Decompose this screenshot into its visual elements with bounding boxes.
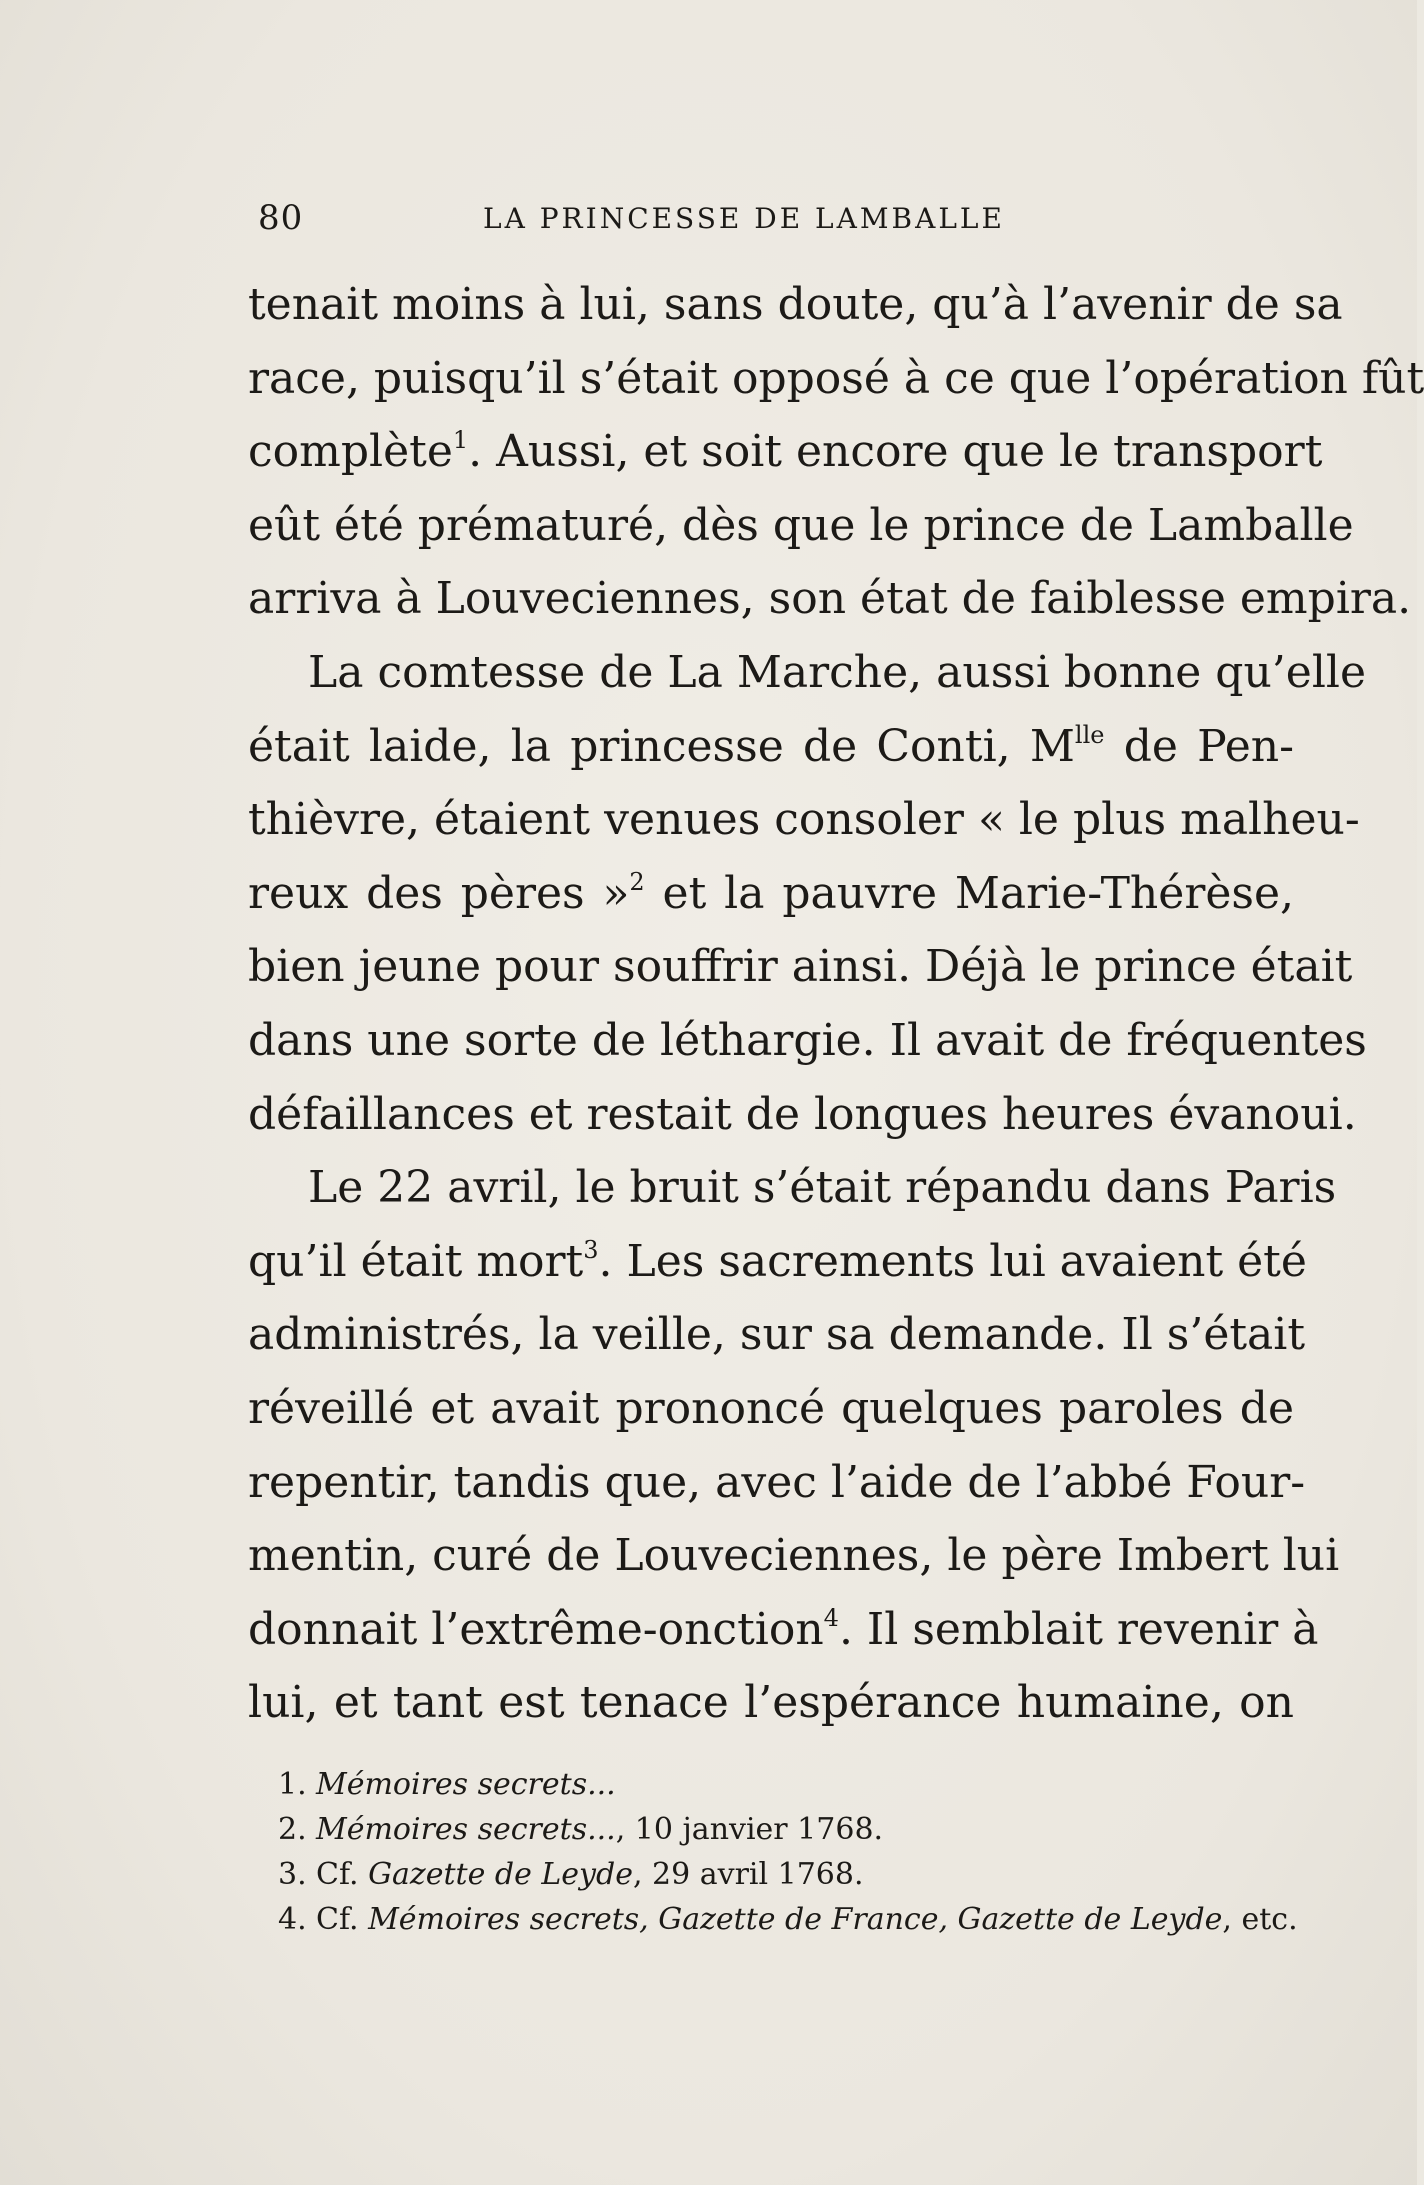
footnote-number: 1.: [278, 1767, 307, 1802]
text-segment: qu’il était mort: [248, 1235, 584, 1287]
text-line: bien jeune pour souffrir ainsi. Déjà le prince était: [248, 941, 1353, 993]
text-line: repentir, tandis que, avec l’aide de l’abbé Four-: [248, 1456, 1306, 1508]
footnote-source: Mémoires secrets...: [316, 1812, 616, 1847]
text-line: La comtesse de La Marche, aussi bonne qu’elle: [308, 646, 1366, 698]
text-segment: complète: [248, 426, 453, 478]
text-line: Le 22 avril, le bruit s’était répandu dans Paris: [308, 1162, 1337, 1214]
running-title: LA PRINCESSE DE LAMBALLE: [483, 202, 1005, 235]
footnote-source: Mémoires secrets...: [316, 1767, 616, 1802]
footnote-text: , etc.: [1222, 1902, 1298, 1937]
text-line: [248, 857, 1294, 931]
text-line: [248, 1593, 1319, 1667]
text-segment: était laide, la princesse de Conti, M: [248, 720, 1075, 772]
footnote-marker: 2: [629, 867, 645, 896]
text-line: dans une sorte de léthargie. Il avait de fréquentes: [248, 1014, 1367, 1066]
footnote-item: [278, 1897, 1298, 1942]
page-header: [258, 198, 1298, 238]
text-line: mentin, curé de Louveciennes, le père Imbert lui: [248, 1530, 1340, 1582]
text-segment: reux des pères »: [248, 867, 630, 919]
text-segment: . Les sacrements lui avaient été: [598, 1235, 1307, 1287]
text-segment: de Pen-: [1104, 720, 1294, 772]
footnote-text: , 29 avril 1768.: [632, 1857, 864, 1892]
text-segment: et la pauvre Marie-Thérèse,: [644, 867, 1294, 919]
footnote-number: 4.: [278, 1902, 307, 1937]
superscript: lle: [1074, 720, 1105, 749]
footnote-source: Gazette de Leyde: [368, 1857, 633, 1892]
footnote-number: 2.: [278, 1812, 307, 1847]
footnote-marker: 4: [823, 1603, 839, 1632]
text-line: lui, et tant est tenace l’espérance humaine, on: [248, 1677, 1294, 1729]
text-line: arriva à Louveciennes, son état de faiblesse empira.: [248, 573, 1412, 625]
footnote-marker: 3: [583, 1235, 599, 1264]
text-line: tenait moins à lui, sans doute, qu’à l’avenir de sa: [248, 279, 1343, 330]
text-line: [248, 415, 1323, 489]
body-text: [248, 268, 1424, 1740]
footnote-text: , 10 janvier 1768.: [615, 1812, 884, 1847]
text-segment: . Aussi, et soit encore que le transport: [468, 426, 1323, 478]
footnote-item: [278, 1807, 1298, 1852]
footnote-source: Mémoires secrets, Gazette de France, Gazette de Leyde: [368, 1902, 1223, 1937]
footnote-item: [278, 1762, 1298, 1807]
text-line: défaillances et restait de longues heures évanoui.: [248, 1088, 1357, 1140]
text-line: thièvre, étaient venues consoler « le plus malheu-: [248, 794, 1360, 846]
text-segment: donnait l’extrême-onction: [248, 1603, 824, 1655]
footnotes: [278, 1762, 1298, 1942]
footnote-prefix: Cf.: [316, 1857, 369, 1892]
page-number: 80: [258, 198, 304, 238]
text-line: eût été prématuré, dès que le prince de Lamballe: [248, 499, 1354, 551]
text-line: [248, 710, 1294, 784]
text-line: [248, 1225, 1307, 1299]
footnote-item: [278, 1852, 1298, 1897]
footnote-prefix: Cf.: [316, 1902, 369, 1937]
text-line: administrés, la veille, sur sa demande. Il s’était: [248, 1309, 1306, 1361]
text-line: race, puisqu’il s’était opposé à ce que l’opération fût: [248, 352, 1424, 404]
text-line: réveillé et avait prononcé quelques paroles de: [248, 1382, 1294, 1434]
footnote-number: 3.: [278, 1857, 307, 1892]
text-segment: . Il semblait revenir à: [838, 1603, 1319, 1655]
footnote-marker: 1: [452, 426, 469, 455]
